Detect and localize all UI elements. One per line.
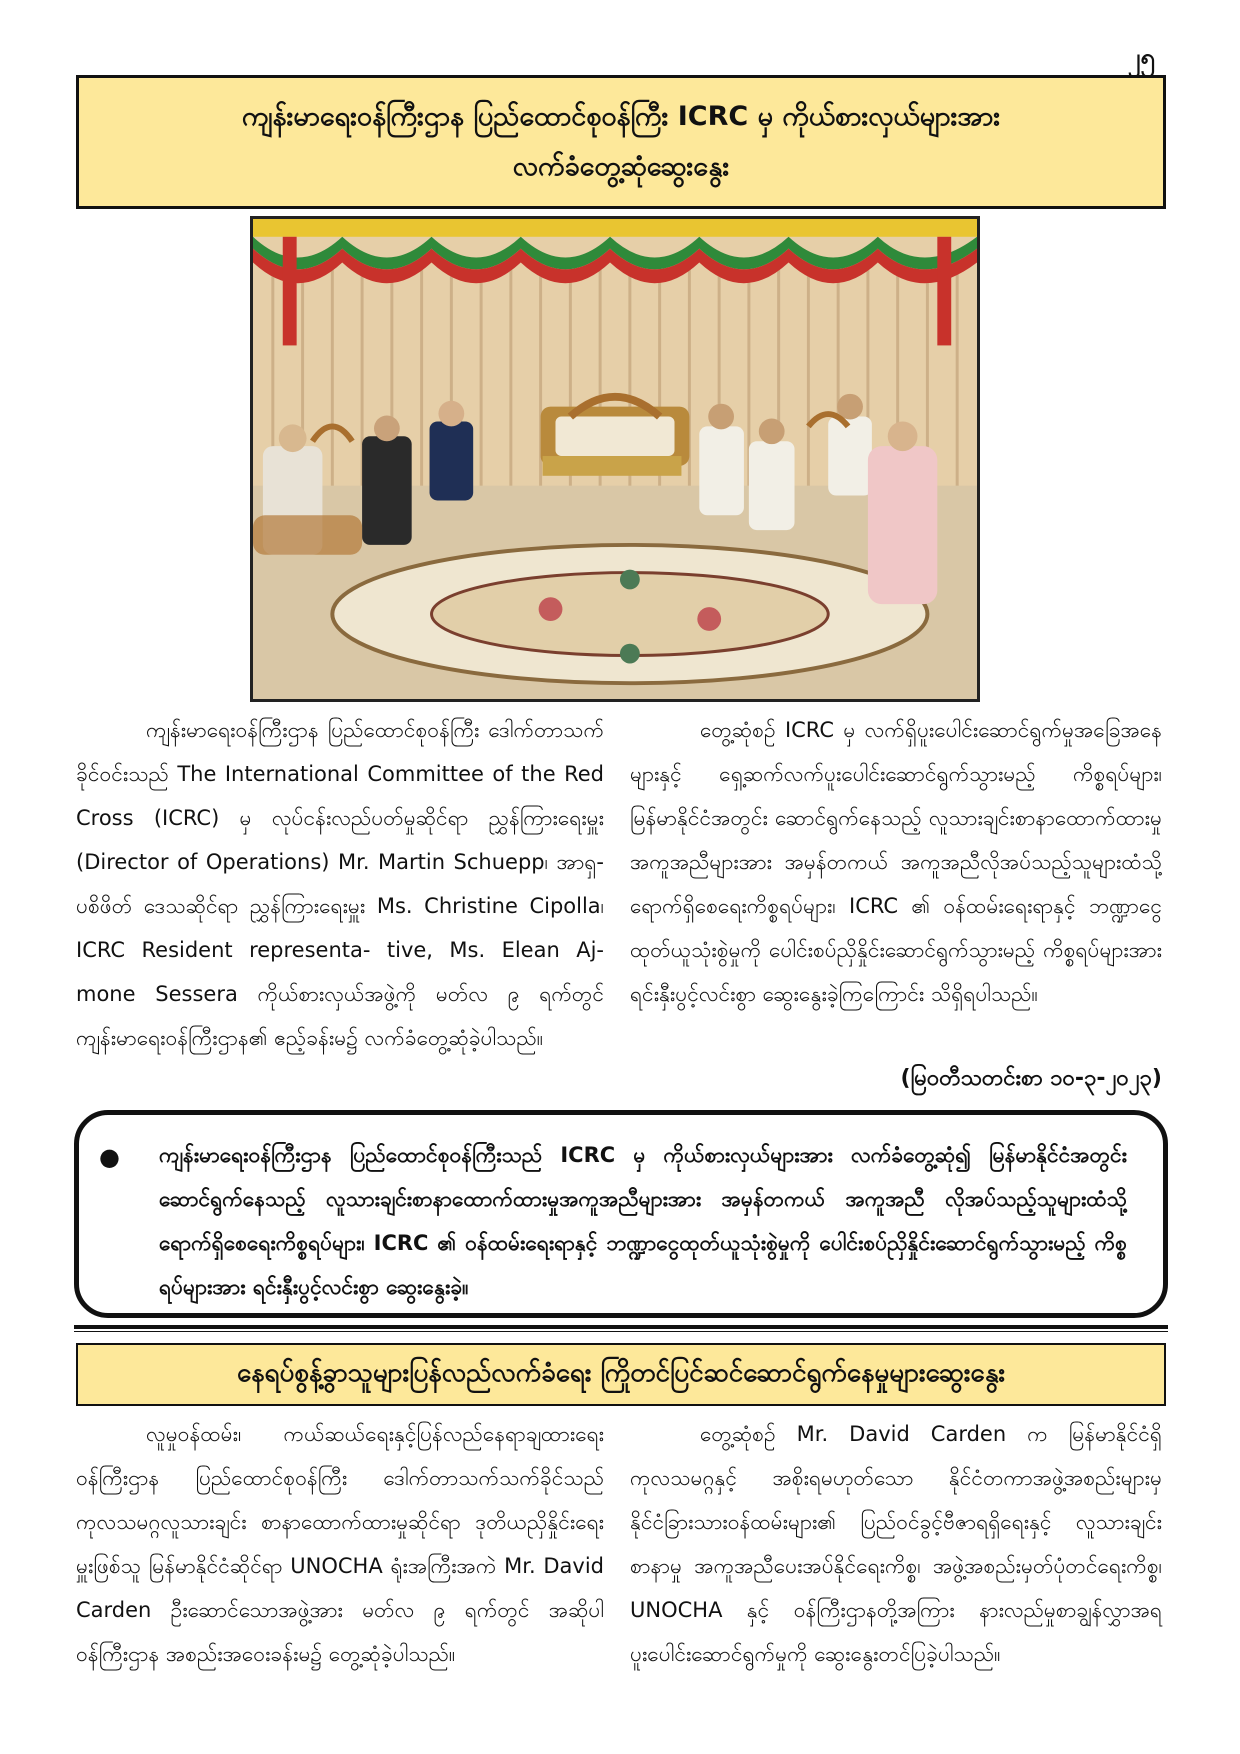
bullet-icon: ● [99, 1143, 120, 1171]
article-2-left-column [76, 1412, 604, 1676]
article-title-line-2: လက်ခံတွေ့ဆုံဆွေးနွေး [512, 151, 730, 182]
article-title-box-2 [76, 1343, 1166, 1406]
article-title-box [76, 75, 1166, 209]
article-body-right-column [630, 708, 1162, 1016]
article-title-line-1: ကျန်းမာရေးဝန်ကြီးဌာန ပြည်ထောင်စုဝန်ကြီး ICRC မှ ကိုယ်စားလှယ်များအား [241, 101, 1001, 132]
article-2-paragraph: လူမှုဝန်ထမ်း၊ ကယ်ဆယ်ရေးနှင့်ပြန်လည်နေရာချထားရေးဝန်ကြီးဌာန ပြည်ထောင်စုဝန်ကြီး ဒေါက်တာသက်သက်ခိုင်သည် ကုလသမဂ္ဂလူသားချင်း စာနာထောက်ထားမှုဆိုင်ရာ ဒုတိယညှိနှိုင်းရေးမှူးဖြစ်သူ မြန်မာနိုင်ငံဆိုင်ရာ UNOCHA ရုံးအကြီးအကဲ Mr. David Carden ဦးဆောင်သောအဖွဲ့အား မတ်လ ၉ ရက်တွင် အဆိုပါဝန်ကြီးဌာန အစည်းအဝေးခန်းမ၌ တွေ့ဆုံခဲ့ပါသည်။ [76, 1422, 604, 1666]
page-number: ၂၅ [1127, 43, 1155, 73]
article-body-left-column [76, 708, 604, 1060]
article-2-paragraph: တွေ့ဆုံစဉ် Mr. David Carden က မြန်မာနိုင်ငံရှိ ကုလသမဂ္ဂနှင့် အစိုးရမဟုတ်သော နိုင်ငံတကာအဖွဲ့အစည်းများမှ နိုင်ငံခြားသားဝန်ထမ်းများ၏ ပြည်ဝင်ခွင့်ဗီဇာရရှိရေးနှင့် လူသားချင်းစာနာမှု အကူအညီပေးအပ်နိုင်ရေးကိစ္စ၊ အဖွဲ့အစည်းမှတ်ပုံတင်ရေးကိစ္စ၊ UNOCHA နှင့် ဝန်ကြီးဌာနတို့အကြား နားလည်မှုစာချွန်လွှာအရ ပူးပေါင်းဆောင်ရွက်မှုကို ဆွေးနွေးတင်ပြခဲ့ပါသည်။ [630, 1422, 1162, 1666]
news-source-citation: (မြဝတီသတင်းစာ ၁၀-၃-၂၀၂၃) [900, 1066, 1162, 1091]
meeting-photo-illustration [253, 219, 977, 699]
meeting-photo [250, 216, 980, 702]
article-paragraph: တွေ့ဆုံစဉ် ICRC မှ လက်ရှိပူးပေါင်းဆောင်ရွက်မှုအခြေအနေများနှင့် ရှေ့ဆက်လက်ပူးပေါင်းဆောင်ရွက်သွားမည့် ကိစ္စရပ်များ၊ မြန်မာနိုင်ငံအတွင်း ဆောင်ရွက်နေသည့် လူသားချင်းစာနာထောက်ထားမှုအကူအညီများအား အမှန်တကယ် အကူအညီလိုအပ်သည့်သူများထံသို့ ရောက်ရှိစေရေးကိစ္စရပ်များ၊ ICRC ၏ ဝန်ထမ်းရေးရာနှင့် ဘဏ္ဍာငွေထုတ်ယူသုံးစွဲမှုကို ပေါင်းစပ်ညှိနှိုင်းဆောင်ရွက်သွားမည့် ကိစ္စရပ်များအား ရင်းနှီးပွင့်လင်းစွာ ဆွေးနွေးခဲ့ကြကြောင်း သိရှိရပါသည်။ [630, 718, 1162, 1006]
summary-box [74, 1110, 1168, 1318]
article-2-right-column [630, 1412, 1162, 1676]
article-paragraph: ကျန်းမာရေးဝန်ကြီးဌာန ပြည်ထောင်စုဝန်ကြီး ဒေါက်တာသက်ခိုင်ဝင်းသည် The International Committee of the Red Cross (ICRC) မှ လုပ်ငန်းလည်ပတ်မှုဆိုင်ရာ ညွှန်ကြားရေးမှူး (Director of Operations) Mr. Martin Schuepp၊ အာရှ-ပစိဖိတ် ဒေသဆိုင်ရာ ညွှန်ကြားရေးမှူး Ms. Christine Cipolla၊ ICRC Resident representa- tive, Ms. Elean Aj- mone Sessera ကိုယ်စားလှယ်အဖွဲ့ကို မတ်လ ၉ ရက်တွင် ကျန်းမာရေးဝန်ကြီးဌာန၏ ဧည့်ခန်းမ၌ လက်ခံတွေ့ဆုံခဲ့ပါသည်။ [76, 718, 604, 1050]
article-title-2: နေရပ်စွန့်ခွာသူများပြန်လည်လက်ခံရေး ကြိုတင်ပြင်ဆင်ဆောင်ရွက်နေမှုများဆွေးနွေး [236, 1358, 1006, 1388]
section-divider [74, 1325, 1168, 1332]
summary-text: ကျန်းမာရေးဝန်ကြီးဌာန ပြည်ထောင်စုဝန်ကြီးသည် ICRC မှ ကိုယ်စားလှယ်များအား လက်ခံတွေ့ဆုံ၍ မြန်မာနိုင်ငံအတွင်း ဆောင်ရွက်နေသည့် လူသားချင်းစာနာထောက်ထားမှုအကူအညီများအား အမှန်တကယ် အကူအညီ လိုအပ်သည့်သူများထံသို့ ရောက်ရှိစေရေးကိစ္စရပ်များ၊ ICRC ၏ ဝန်ထမ်းရေးရာနှင့် ဘဏ္ဍာငွေထုတ်ယူသုံးစွဲမှုကို ပေါင်းစပ်ညှိနှိုင်းဆောင်ရွက်သွားမည့် ကိစ္စရပ်များအား ရင်းနှီးပွင့်လင်းစွာ ဆွေးနွေးခဲ့။ [159, 1143, 1127, 1299]
